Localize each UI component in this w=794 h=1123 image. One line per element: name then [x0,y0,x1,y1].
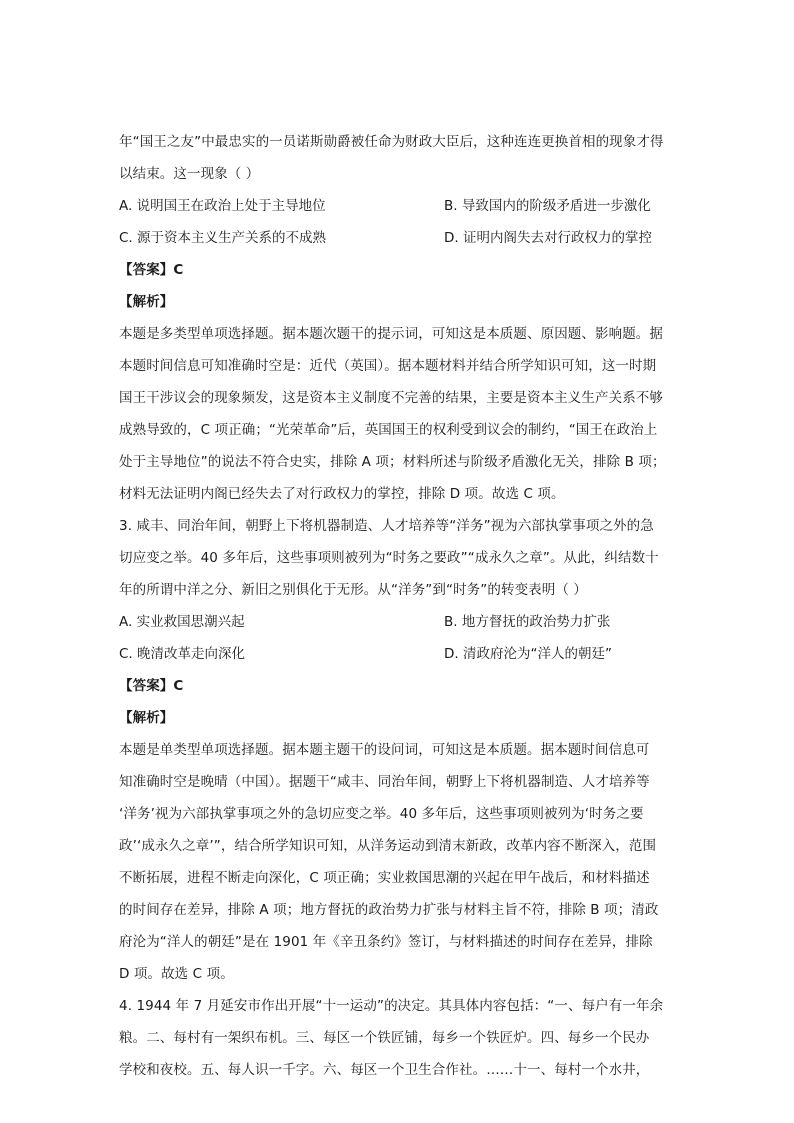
q2-stem-line-2: 以结束。这一现象（ ） [119,166,260,182]
q4-stem-line-3: 学校和夜校。五、每人识一千字。六、每区一个卫生合作社。……十一、每村一个水井， [119,1062,650,1078]
q3-option-b: B. 地方督抚的政治势力扩张 [444,614,611,630]
q2-option-c: C. 源于资本主义生产关系的不成熟 [119,230,327,246]
q2-option-d: D. 证明内阁失去对行政权力的掌控 [444,230,652,246]
q2-option-b: B. 导致国内的阶级矛盾进一步激化 [444,198,651,214]
q2-analysis-line-3: 国王干涉议会的现象频发，这是资本主义制度不完善的结果，主要是资本主义生产关系不够 [119,390,663,406]
q2-analysis-line-5: 处于主导地位”的说法不符合史实，排除 A 项；材料所述与阶级矛盾激化无关，排除 B 项； [119,454,666,470]
q3-analysis-line-2: 知准确时空是晚晴（中国）。据题干“咸丰、同治年间，朝野上下将机器制造、人才培养等 [119,774,650,790]
q3-answer: 【答案】C [119,678,184,694]
q3-analysis-line-3: ‘洋务’视为六部执掌事项之外的急切应变之举。40 多年后，这些事项则被列为‘时务之要 [119,806,644,822]
q4-stem-line-1: 4. 1944 年 7 月延安市作出开展“十一运动”的决定。其具体内容包括：“一、每户有一年余 [119,998,664,1014]
q3-option-a: A. 实业救国思潮兴起 [119,614,245,630]
q3-stem-line-3: 年的所谓中洋之分、新旧之别俱化于无形。从“洋务”到“时务”的转变表明（ ） [119,582,587,598]
q3-option-d: D. 清政府沦为“洋人的朝廷” [444,646,612,662]
q3-analysis-line-1: 本题是单类型单项选择题。据本题主题干的设问词，可知这是本质题。据本题时间信息可 [119,742,650,758]
q4-stem-line-2: 粮。二、每村有一架织布机。三、每区一个铁匠铺，每乡一个铁匠炉。四、每乡一个民办 [119,1030,650,1046]
q3-analysis-line-5: 不断拓展，进程不断走向深化，C 项正确；实业救国思潮的兴起在甲午战后，和材料描述 [119,870,650,886]
q2-option-a: A. 说明国王在政治上处于主导地位 [119,198,326,214]
q3-option-c: C. 晚清改革走向深化 [119,646,246,662]
q3-analysis-heading: 【解析】 [119,710,174,726]
q3-analysis-line-8: D 项。故选 C 项。 [119,966,234,982]
q2-analysis-line-6: 材料无法证明内阁已经失去了对行政权力的掌控，排除 D 项。故选 C 项。 [119,486,565,502]
q2-analysis-line-4: 成熟导致的，C 项正确；“光荣革命”后，英国国王的权利受到议会的制约，“国王在政治上 [119,422,658,438]
q2-stem-line-1: 年“国王之友”中最忠实的一员诺斯勋爵被任命为财政大臣后，这种连连更换首相的现象才得 [119,134,664,150]
q2-analysis-line-1: 本题是多类型单项选择题。据本题次题干的提示词，可知这是本质题、原因题、影响题。据 [119,326,663,342]
q3-analysis-line-7: 府沦为“洋人的朝廷”是在 1901 年《辛丑条约》签订，与材料描述的时间存在差异，排除 [119,934,653,950]
q2-analysis-heading: 【解析】 [119,294,174,310]
q3-stem-line-1: 3. 咸丰、同治年间，朝野上下将机器制造、人才培养等“洋务”视为六部执掌事项之外的急 [119,518,654,534]
q3-analysis-line-6: 的时间存在差异，排除 A 项；地方督抚的政治势力扩张与材料主旨不符，排除 B 项；清政 [119,902,659,918]
q3-stem-line-2: 切应变之举。40 多年后，这些事项则被列为“时务之要政”“成永久之章”。从此，纠结数十 [119,550,659,566]
q3-analysis-line-4: 政’‘成永久之章’”，结合所学知识可知，从洋务运动到清末新政，改革内容不断深入，范围 [119,838,657,854]
q2-analysis-line-2: 本题时间信息可知准确时空是：近代（英国）。据本题材料并结合所学知识可知，这一时期 [119,358,657,374]
q2-answer: 【答案】C [119,262,184,278]
